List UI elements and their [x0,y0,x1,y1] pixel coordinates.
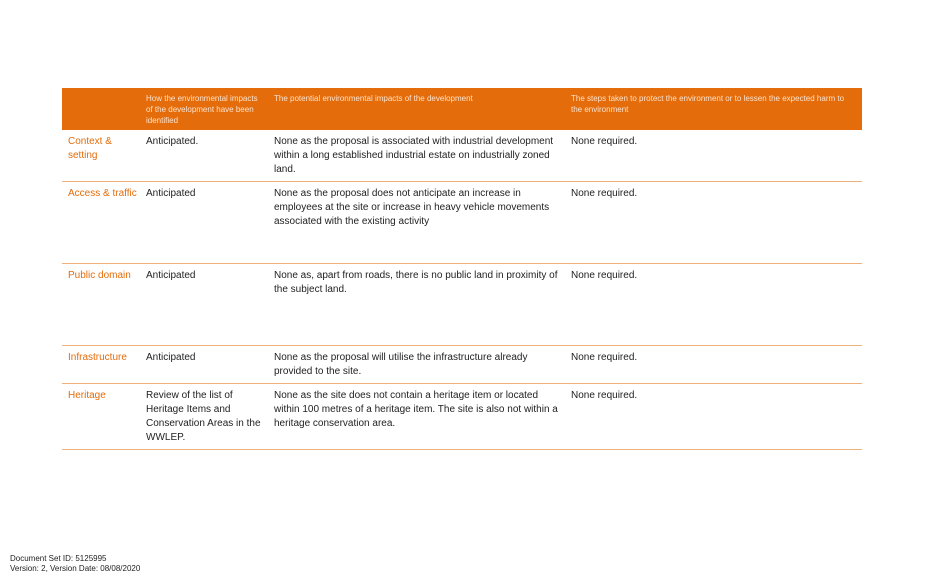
table-row [62,346,862,384]
identified-cell: Anticipated [140,264,268,346]
header-identified: How the environmental impacts of the development have been identified [140,88,268,130]
impacts-cell: None as the proposal is associated with industrial development within a long established industrial estate on industrially zoned land. [268,130,565,182]
identified-cell: Review of the list of Heritage Items and Conservation Areas in the WWLEP. [140,384,268,450]
row-label: Context & setting [62,130,140,182]
steps-cell: None required. [565,264,862,346]
table-row [62,264,862,346]
version-info: Version: 2, Version Date: 08/08/2020 [10,564,141,573]
identified-cell: Anticipated [140,182,268,264]
table-row [62,130,862,182]
row-label: Access & traffic [62,182,140,264]
environmental-impacts-table [62,88,862,450]
document-set-id: Document Set ID: 5125995 [10,554,107,563]
table-header [62,88,862,130]
table-row [62,182,862,264]
table-body [62,130,862,450]
impacts-cell: None as the proposal does not anticipate an increase in employees at the site or increase in heavy vehicle movements associated with the existing activity [268,182,565,264]
header-steps: The steps taken to protect the environment or to lessen the expected harm to the environment [565,88,862,130]
impacts-cell: None as the proposal will utilise the infrastructure already provided to the site. [268,346,565,384]
table-row [62,384,862,450]
header-empty-cell [62,88,140,130]
row-label: Infrastructure [62,346,140,384]
steps-cell: None required. [565,182,862,264]
document-footer [10,554,140,574]
row-label: Heritage [62,384,140,450]
table-header-row [62,88,862,130]
impacts-cell: None as, apart from roads, there is no public land in proximity of the subject land. [268,264,565,346]
identified-cell: Anticipated [140,346,268,384]
steps-cell: None required. [565,130,862,182]
steps-cell: None required. [565,346,862,384]
row-label: Public domain [62,264,140,346]
identified-cell: Anticipated. [140,130,268,182]
header-impacts: The potential environmental impacts of the development [268,88,565,130]
impacts-cell: None as the site does not contain a heritage item or located within 100 metres of a heritage item. The site is also not within a heritage conservation area. [268,384,565,450]
steps-cell: None required. [565,384,862,450]
